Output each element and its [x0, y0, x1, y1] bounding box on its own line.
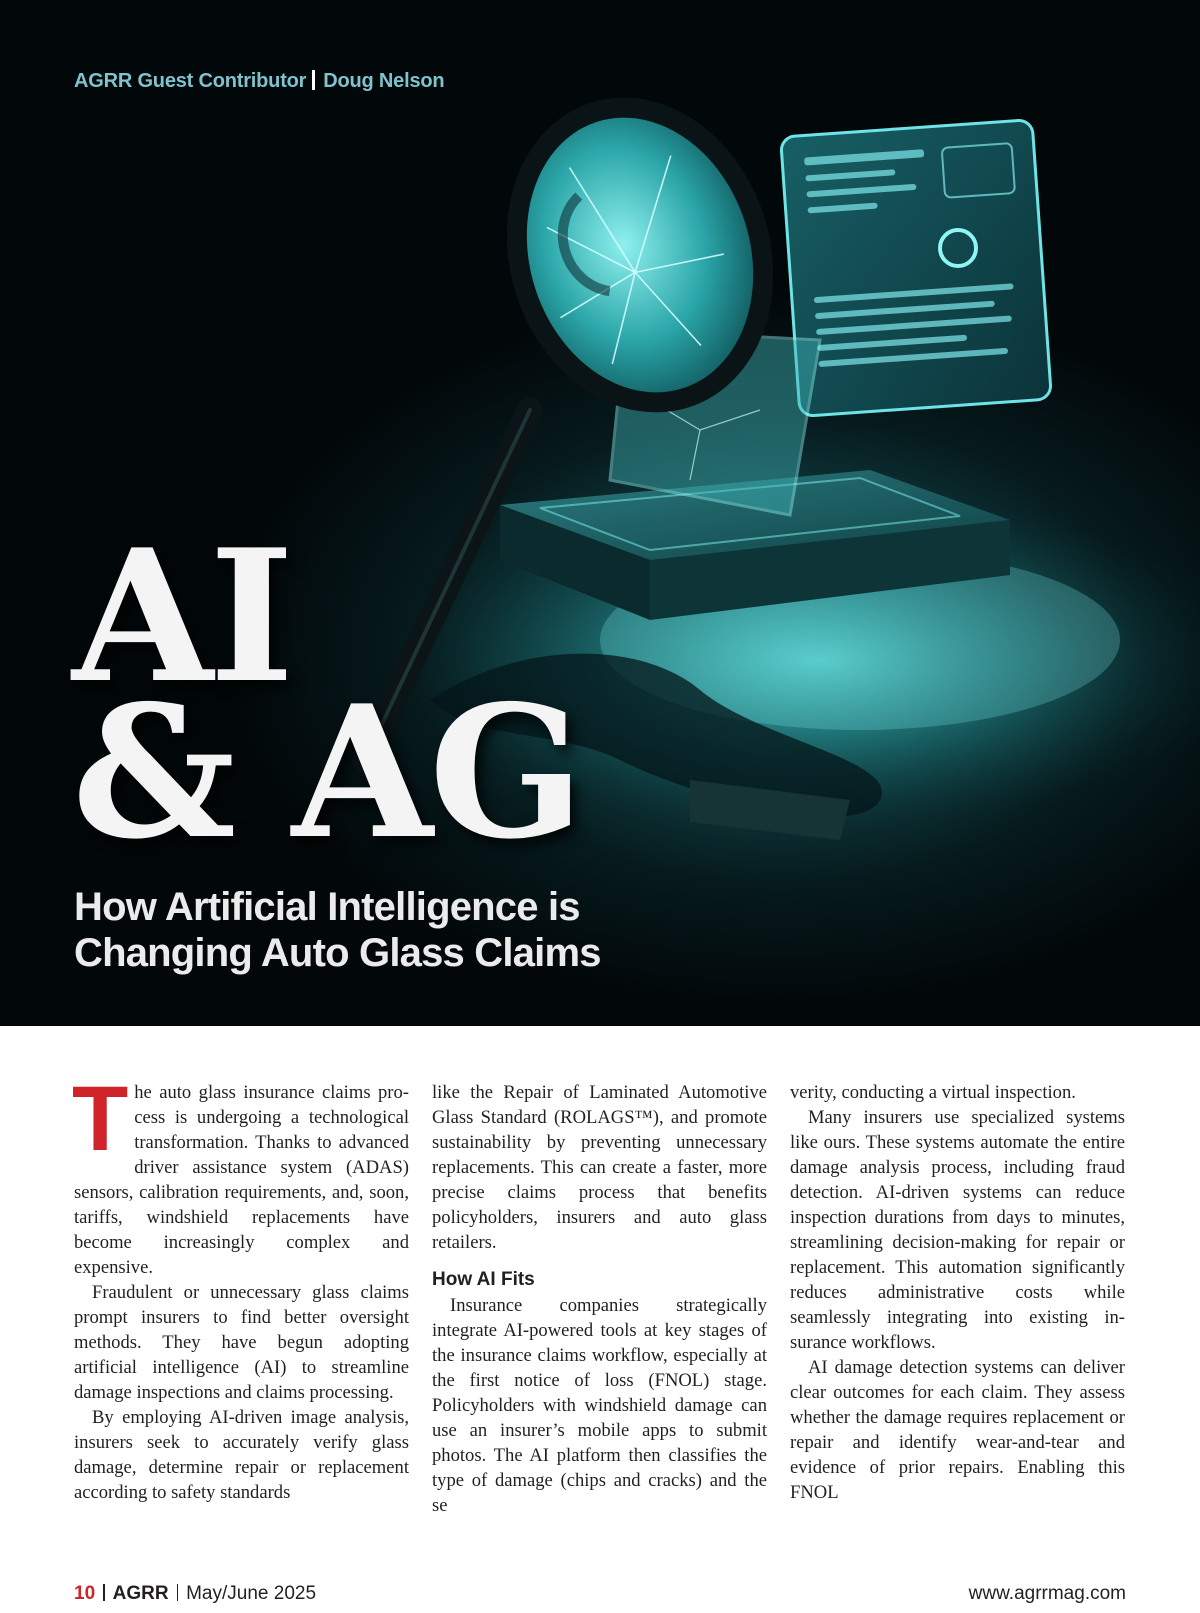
magazine-name: AGRR	[112, 1583, 169, 1604]
paragraph: Fraudulent or unnecessary glass claims prompt insurers to find better oversight methods. They have begun adopting artificial intelligence (AI) to streamline damage inspections and claims processing.	[74, 1282, 409, 1403]
footer-divider	[103, 1584, 105, 1601]
subtitle-line-1: How Artificial Intelligence is	[74, 885, 580, 929]
paragraph: Many insurers use specialized systems like ours. These systems automate the entire damage analysis process, including fraud detection. AI-driven systems can reduce inspection durations from days to minutes, streamlining decision-making for repair or replacement. This automation significantly reduces administrative costs while seamlessly integrating into existing insurance workflows.	[790, 1107, 1125, 1353]
paragraph: Insurance companies strategically integrate AI-powered tools at key stages of the insurance claims workflow, especially at the first notice of loss (FNOL) stage. Policyholders with windshield damage can use an insurer’s mobile apps to submit photos. The AI platform then classifies the type of damage (chips and cracks) and the se	[432, 1295, 767, 1516]
byline-divider	[312, 70, 315, 90]
column-2	[432, 1080, 767, 1518]
dashboard-screen	[781, 120, 1052, 417]
byline-role: AGRR Guest Contributor	[74, 70, 307, 92]
title-line-1: AI	[72, 509, 291, 723]
drop-cap: T	[72, 1068, 129, 1170]
page-number: 10	[74, 1583, 96, 1604]
byline-author: Doug Nelson	[323, 70, 445, 92]
title-line-2: & AG	[72, 665, 581, 879]
column-3	[790, 1080, 1125, 1505]
page-footer	[74, 1583, 1126, 1607]
subtitle-line-2: Changing Auto Glass Claims	[74, 931, 601, 975]
paragraph	[72, 1068, 409, 1280]
byline	[74, 70, 444, 93]
issue-date: May/June 2025	[186, 1583, 317, 1604]
section-heading: How AI Fits	[432, 1269, 535, 1290]
paragraph-text: he auto glass insurance claims process is undergoing a technological transformation. Thanks to advanced driver assistance system (ADAS) sensors, calibration requirements, and, soon, tariffs, windshield replacements have become increasingly complex and expensive.	[74, 1082, 409, 1278]
paragraph: By employing AI-driven image analysis, insurers seek to accurately verify glass damage, determine repair or replacement according to safety standards	[74, 1407, 409, 1503]
paragraph: verity, conducting a virtual inspection.	[790, 1082, 1076, 1103]
website-url: www.agrrmag.com	[968, 1583, 1126, 1604]
article-subtitle	[74, 884, 714, 976]
paragraph: AI damage detection systems can deliver clear outcomes for each claim. They assess whether the damage requires replacement or repair and identify wear-and-tear and evidence of prior repairs. Enabling this FNOL	[790, 1357, 1125, 1503]
footer-divider	[177, 1584, 179, 1601]
column-1	[72, 1068, 409, 1505]
folio	[74, 1583, 316, 1605]
article-title	[72, 509, 581, 879]
paragraph: like the Repair of Laminated Automotive Glass Standard (ROLAGS™), and promote sustainability by preventing unnecessary replacements. This can create a faster, more precise claims process that benefits policyholders, insurers and auto glass retailers.	[432, 1082, 767, 1253]
